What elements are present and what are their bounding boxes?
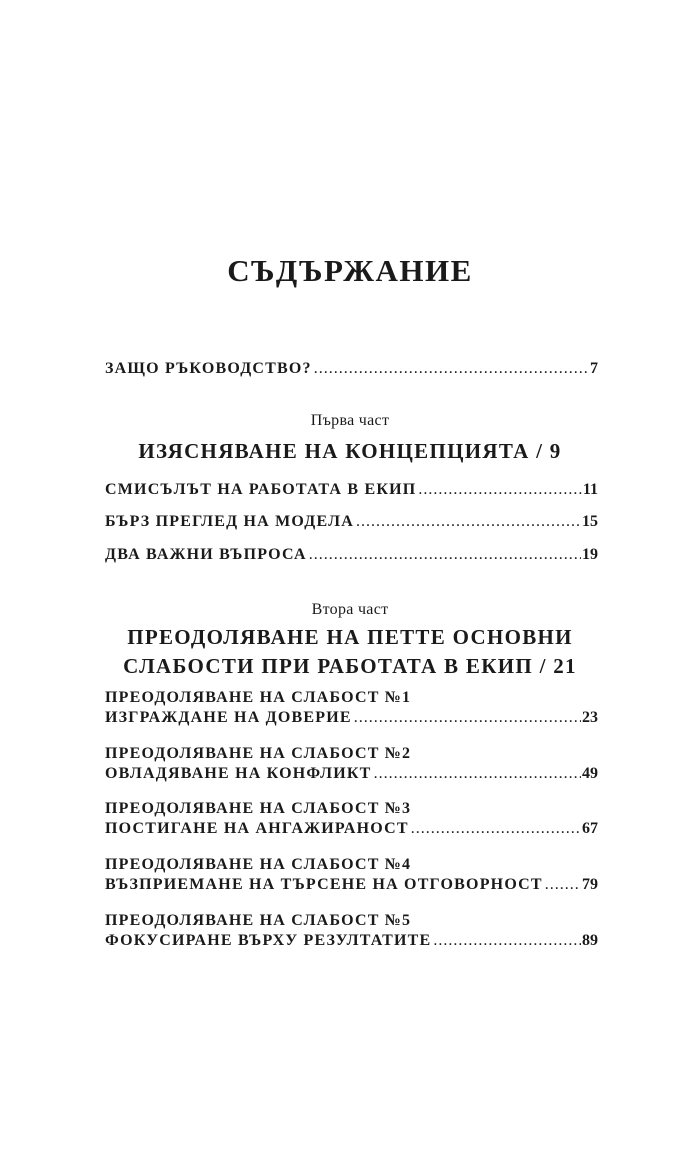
part-one-title xyxy=(0,437,700,466)
part-two-title xyxy=(0,623,700,681)
toc-entry-heading: ПРЕОДОЛЯВАНЕ НА СЛАБОСТ №4 xyxy=(105,856,412,873)
toc-entry[interactable] xyxy=(105,480,598,500)
toc-entry-weakness-2[interactable] xyxy=(105,744,598,784)
toc-page-number: 19 xyxy=(582,546,598,563)
toc-entry[interactable] xyxy=(105,512,598,532)
toc-entry-label: ВЪЗПРИЕМАНЕ НА ТЪРСЕНЕ НА ОТГОВОРНОСТ xyxy=(105,876,543,893)
part-one-title-text: ИЗЯСНЯВАНЕ НА КОНЦЕПЦИЯТА / 9 xyxy=(138,439,562,463)
toc-page-number: 67 xyxy=(582,820,598,837)
dot-leader xyxy=(374,764,581,784)
toc-entry-label: БЪРЗ ПРЕГЛЕД НА МОДЕЛА xyxy=(105,513,354,530)
toc-page-number: 89 xyxy=(582,932,598,949)
toc-entry-label: ПОСТИГАНЕ НА АНГАЖИРАНОСТ xyxy=(105,820,409,837)
dot-leader xyxy=(418,480,581,500)
toc-page-number: 11 xyxy=(582,481,598,498)
toc-entry[interactable] xyxy=(105,545,598,565)
toc-page-number: 7 xyxy=(590,360,598,377)
part-one-label: Първа част xyxy=(310,412,390,429)
toc-entry-label: СМИСЪЛЪТ НА РАБОТАТА В ЕКИП xyxy=(105,481,417,498)
toc-entry-label: ДВА ВАЖНИ ВЪПРОСА xyxy=(105,546,307,563)
toc-entry-heading: ПРЕОДОЛЯВАНЕ НА СЛАБОСТ №1 xyxy=(105,689,412,706)
toc-entry-heading: ПРЕОДОЛЯВАНЕ НА СЛАБОСТ №5 xyxy=(105,912,412,929)
dot-leader xyxy=(354,708,581,728)
toc-entry-heading: ПРЕОДОЛЯВАНЕ НА СЛАБОСТ №3 xyxy=(105,800,412,817)
dot-leader xyxy=(314,359,589,379)
toc-entry-label: ОВЛАДЯВАНЕ НА КОНФЛИКТ xyxy=(105,765,372,782)
dot-leader xyxy=(433,931,581,951)
dot-leader xyxy=(309,545,581,565)
toc-page-number: 15 xyxy=(582,513,598,530)
dot-leader xyxy=(545,875,581,895)
dot-leader xyxy=(411,819,581,839)
toc-entry-label: ЗАЩО РЪКОВОДСТВО? xyxy=(105,360,312,377)
toc-entry-weakness-1[interactable] xyxy=(105,688,598,728)
toc-entry-weakness-3[interactable] xyxy=(105,799,598,839)
part-two-title-line1: ПРЕОДОЛЯВАНЕ НА ПЕТТЕ ОСНОВНИ xyxy=(127,625,573,649)
part-two-label: Втора част xyxy=(311,601,389,618)
toc-entry-weakness-5[interactable] xyxy=(105,911,598,951)
toc-page-number: 49 xyxy=(582,765,598,782)
toc-entry-intro[interactable] xyxy=(105,359,598,379)
toc-entry-label: ИЗГРАЖДАНЕ НА ДОВЕРИЕ xyxy=(105,709,352,726)
toc-entry-label: ФОКУСИРАНЕ ВЪРХУ РЕЗУЛТАТИТЕ xyxy=(105,932,432,949)
toc-page-number: 79 xyxy=(582,876,598,893)
part-two-title-line2: СЛАБОСТИ ПРИ РАБОТАТА В ЕКИП / 21 xyxy=(123,654,577,678)
dot-leader xyxy=(356,512,581,532)
page-title: СЪДЪРЖАНИЕ xyxy=(227,253,473,288)
toc-entry-weakness-4[interactable] xyxy=(105,855,598,895)
toc-page-number: 23 xyxy=(582,709,598,726)
toc-entry-heading: ПРЕОДОЛЯВАНЕ НА СЛАБОСТ №2 xyxy=(105,745,412,762)
